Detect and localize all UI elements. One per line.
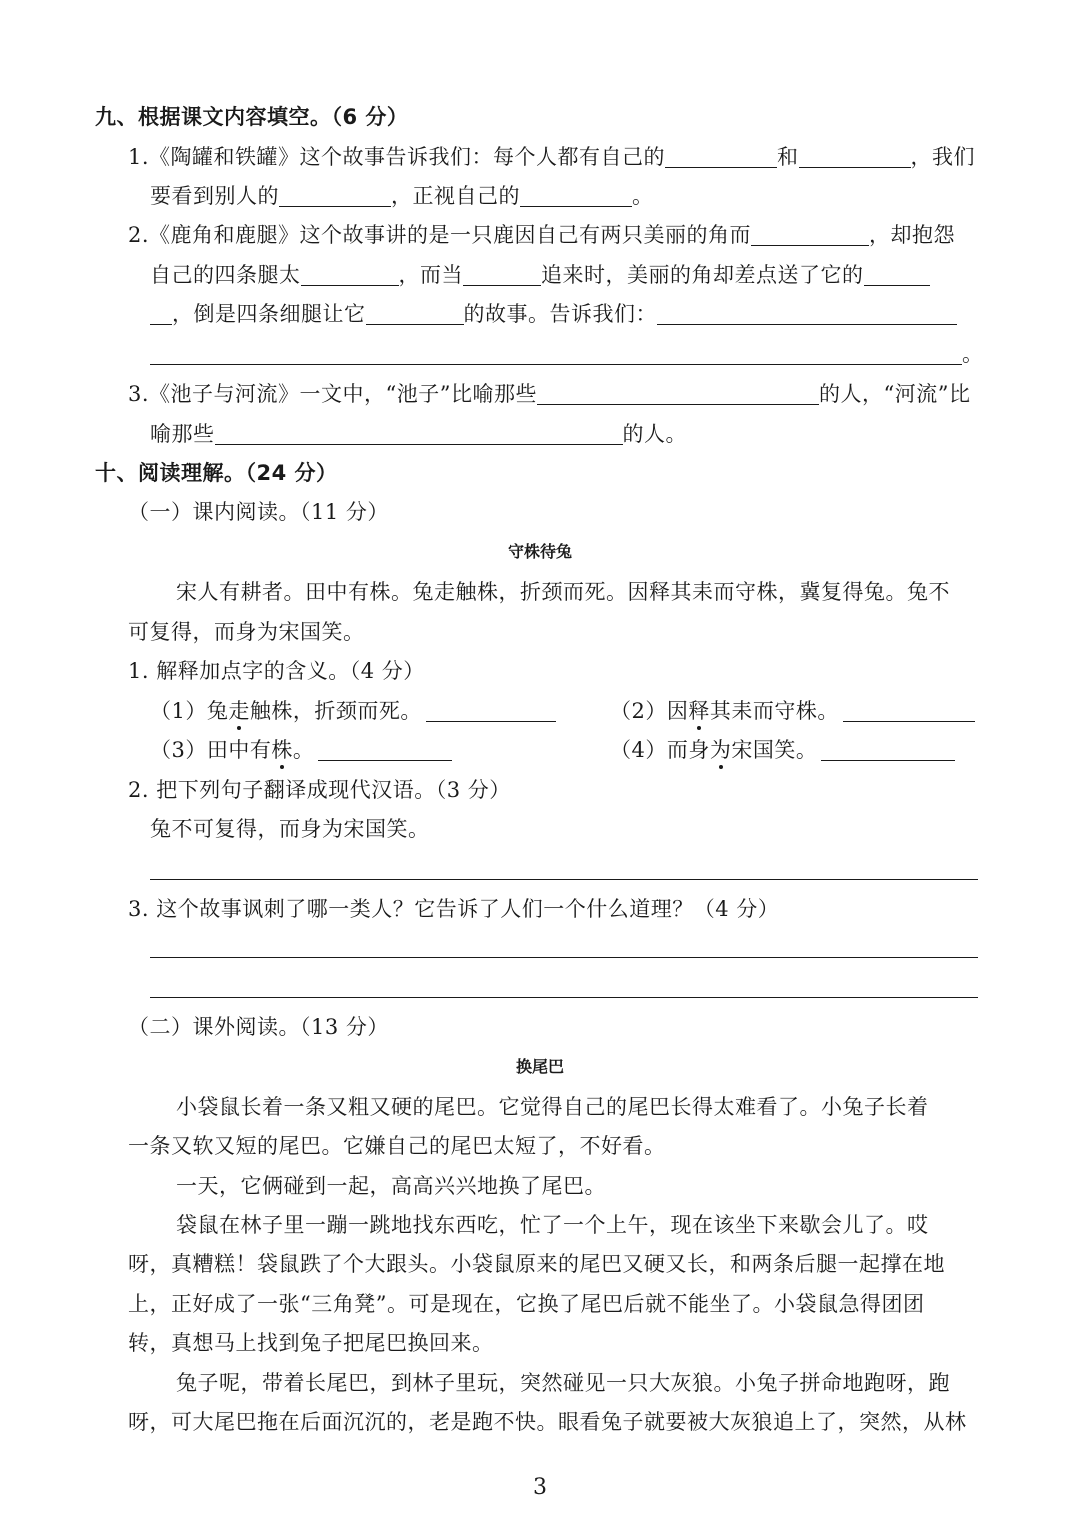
q9-2-text-g: 的故事。告诉我们： [463,302,657,326]
q10-1-item2-post: 其耒而守株。 [709,699,839,723]
q9-3-text-d: 的人。 [622,422,687,446]
q10-3-heading: 3. 这个故事讽刺了哪一类人？它告诉了人们一个什么道理？（4 分） [128,897,780,921]
q9-2-text-f: ，倒是四条细腿让它 [172,302,366,326]
section10-heading: 十、阅读理解。（24 分） [95,461,338,485]
q9-2-blank-2[interactable] [301,263,399,286]
q9-1-blank-1[interactable] [665,145,777,168]
q9-1-line2 [150,183,654,209]
q10-3-answer-line-2[interactable] [150,997,978,998]
passage2-line: 一条又软又短的尾巴。它嫌自己的尾巴太短了，不好看。 [128,1134,666,1158]
q9-2-text-h: 。 [962,342,984,366]
q10-1-item1-post: 触株，折颈而死。 [249,699,422,723]
q9-2-blank-5[interactable] [366,302,464,325]
part1-heading: （一）课内阅读。（11 分） [128,500,389,524]
q10-1-item4-dotted: 为 [709,738,732,762]
q9-2-blank-6[interactable] [657,302,957,325]
q9-2-text-a: 2.《鹿角和鹿腿》这个故事讲的是一只鹿因自己有两只美丽的角而 [128,223,752,247]
q9-3-text-a: 3.《池子与河流》一文中，“池子”比喻那些 [128,382,538,406]
q9-3-blank-2[interactable] [215,422,623,445]
page-number: 3 [533,1475,547,1500]
q9-2-text-d: ，而当 [398,263,463,287]
section9-heading: 九、根据课文内容填空。（6 分） [95,105,409,129]
q9-2-line3 [150,301,957,327]
passage2-line: 转，真想马上找到兔子把尾巴换回来。 [128,1331,494,1355]
q9-1-blank-2[interactable] [799,145,911,168]
q10-1-item2-pre: （2）因 [610,699,689,723]
q9-1-text-a: 1.《陶罐和铁罐》这个故事告诉我们：每个人都有自己的 [128,145,666,169]
q10-1-item4-blank[interactable] [821,738,955,761]
passage2-line: 兔子呢，带着长尾巴，到林子里玩，突然碰见一只大灰狼。小兔子拼命地跑呀，跑 [176,1371,950,1395]
q9-2-text-c: 自己的四条腿太 [150,263,301,287]
q9-2-blank-7[interactable] [150,342,962,365]
q10-3-answer-line-1[interactable] [150,957,978,958]
passage1-line1: 宋人有耕者。田中有株。兔走触株，折颈而死。因释其耒而守株，冀复得兔。兔不 [176,580,950,604]
q9-1-text-f: 。 [632,184,654,208]
q9-2-text-e: 追来时，美丽的角却差点送了它的 [541,263,864,287]
q9-2-line4 [150,341,984,367]
q10-1-item3-pre: （3）田中有 [150,738,272,762]
q10-1-item3-blank[interactable] [318,738,452,761]
q10-1-item1-pre: （1）兔 [150,699,229,723]
q9-3-line1 [128,381,971,407]
q9-2-blank-1[interactable] [751,223,869,246]
q9-2-line2 [150,262,930,288]
q10-1-item1-dotted: 走 [228,699,250,723]
q9-1-blank-3[interactable] [279,184,391,207]
q9-2-line1 [128,222,955,248]
q10-1-heading: 1. 解释加点字的含义。（4 分） [128,659,425,683]
q9-1-line1 [128,144,975,170]
q9-3-line2 [150,421,687,447]
q9-2-blank-4-cont[interactable] [150,302,172,325]
q10-1-item3-post: 。 [292,738,315,762]
q10-1-item2 [610,698,975,724]
q10-1-item2-dotted: 释 [688,699,710,723]
passage1-line2: 可复得，而身为宋国笑。 [128,620,365,644]
q9-2-blank-4[interactable] [864,263,930,286]
passage2-line: 呀，真糟糕！袋鼠跌了个大跟头。小袋鼠原来的尾巴又硬又长，和两条后腿一起撑在地 [128,1252,945,1276]
q10-2-answer-line[interactable] [150,879,978,880]
q9-1-text-e: ，正视自己的 [391,184,520,208]
passage2-line: 呀，可大尾巴拖在后面沉沉的，老是跑不快。眼看兔子就要被大灰狼追上了，突然，从林 [128,1410,967,1434]
q9-3-text-c: 喻那些 [150,422,215,446]
q10-1-item4-pre: （4）而身 [610,738,710,762]
q9-2-text-b: ，却抱怨 [869,223,956,247]
q9-2-blank-3[interactable] [463,263,541,286]
q10-2-heading: 2. 把下列句子翻译成现代汉语。（3 分） [128,778,511,802]
q9-3-text-b: 的人，“河流”比 [819,382,971,406]
part2-heading: （二）课外阅读。（13 分） [128,1015,389,1039]
passage2-line: 袋鼠在林子里一蹦一跳地找东西吃，忙了一个上午，现在该坐下来歇会儿了。哎 [176,1213,929,1237]
q9-1-blank-4[interactable] [520,184,632,207]
passage2-line: 上，正好成了一张“三角凳”。可是现在，它换了尾巴后就不能坐了。小袋鼠急得团团 [128,1292,925,1316]
q9-1-text-c: ，我们 [910,145,976,169]
q10-1-item2-blank[interactable] [843,699,975,722]
passage2-line: 一天，它俩碰到一起，高高兴兴地换了尾巴。 [176,1174,606,1198]
q9-3-blank-1[interactable] [537,382,819,405]
passage2-line: 小袋鼠长着一条又粗又硬的尾巴。它觉得自己的尾巴长得太难看了。小兔子长着 [176,1095,929,1119]
passage1-title: 守株待兔 [507,542,572,561]
q9-1-text-b: 和 [777,145,799,169]
q10-1-item4-post: 宋国笑。 [731,738,818,762]
passage2-title: 换尾巴 [515,1057,564,1076]
q10-1-item3-dotted: 株 [271,738,293,762]
q9-1-text-d: 要看到别人的 [150,184,279,208]
q10-1-item1-blank[interactable] [426,699,556,722]
q10-1-item1 [150,698,556,724]
q10-1-item4 [610,737,955,763]
q10-2-sentence: 兔不可复得，而身为宋国笑。 [150,817,430,841]
q10-1-item3 [150,737,452,763]
